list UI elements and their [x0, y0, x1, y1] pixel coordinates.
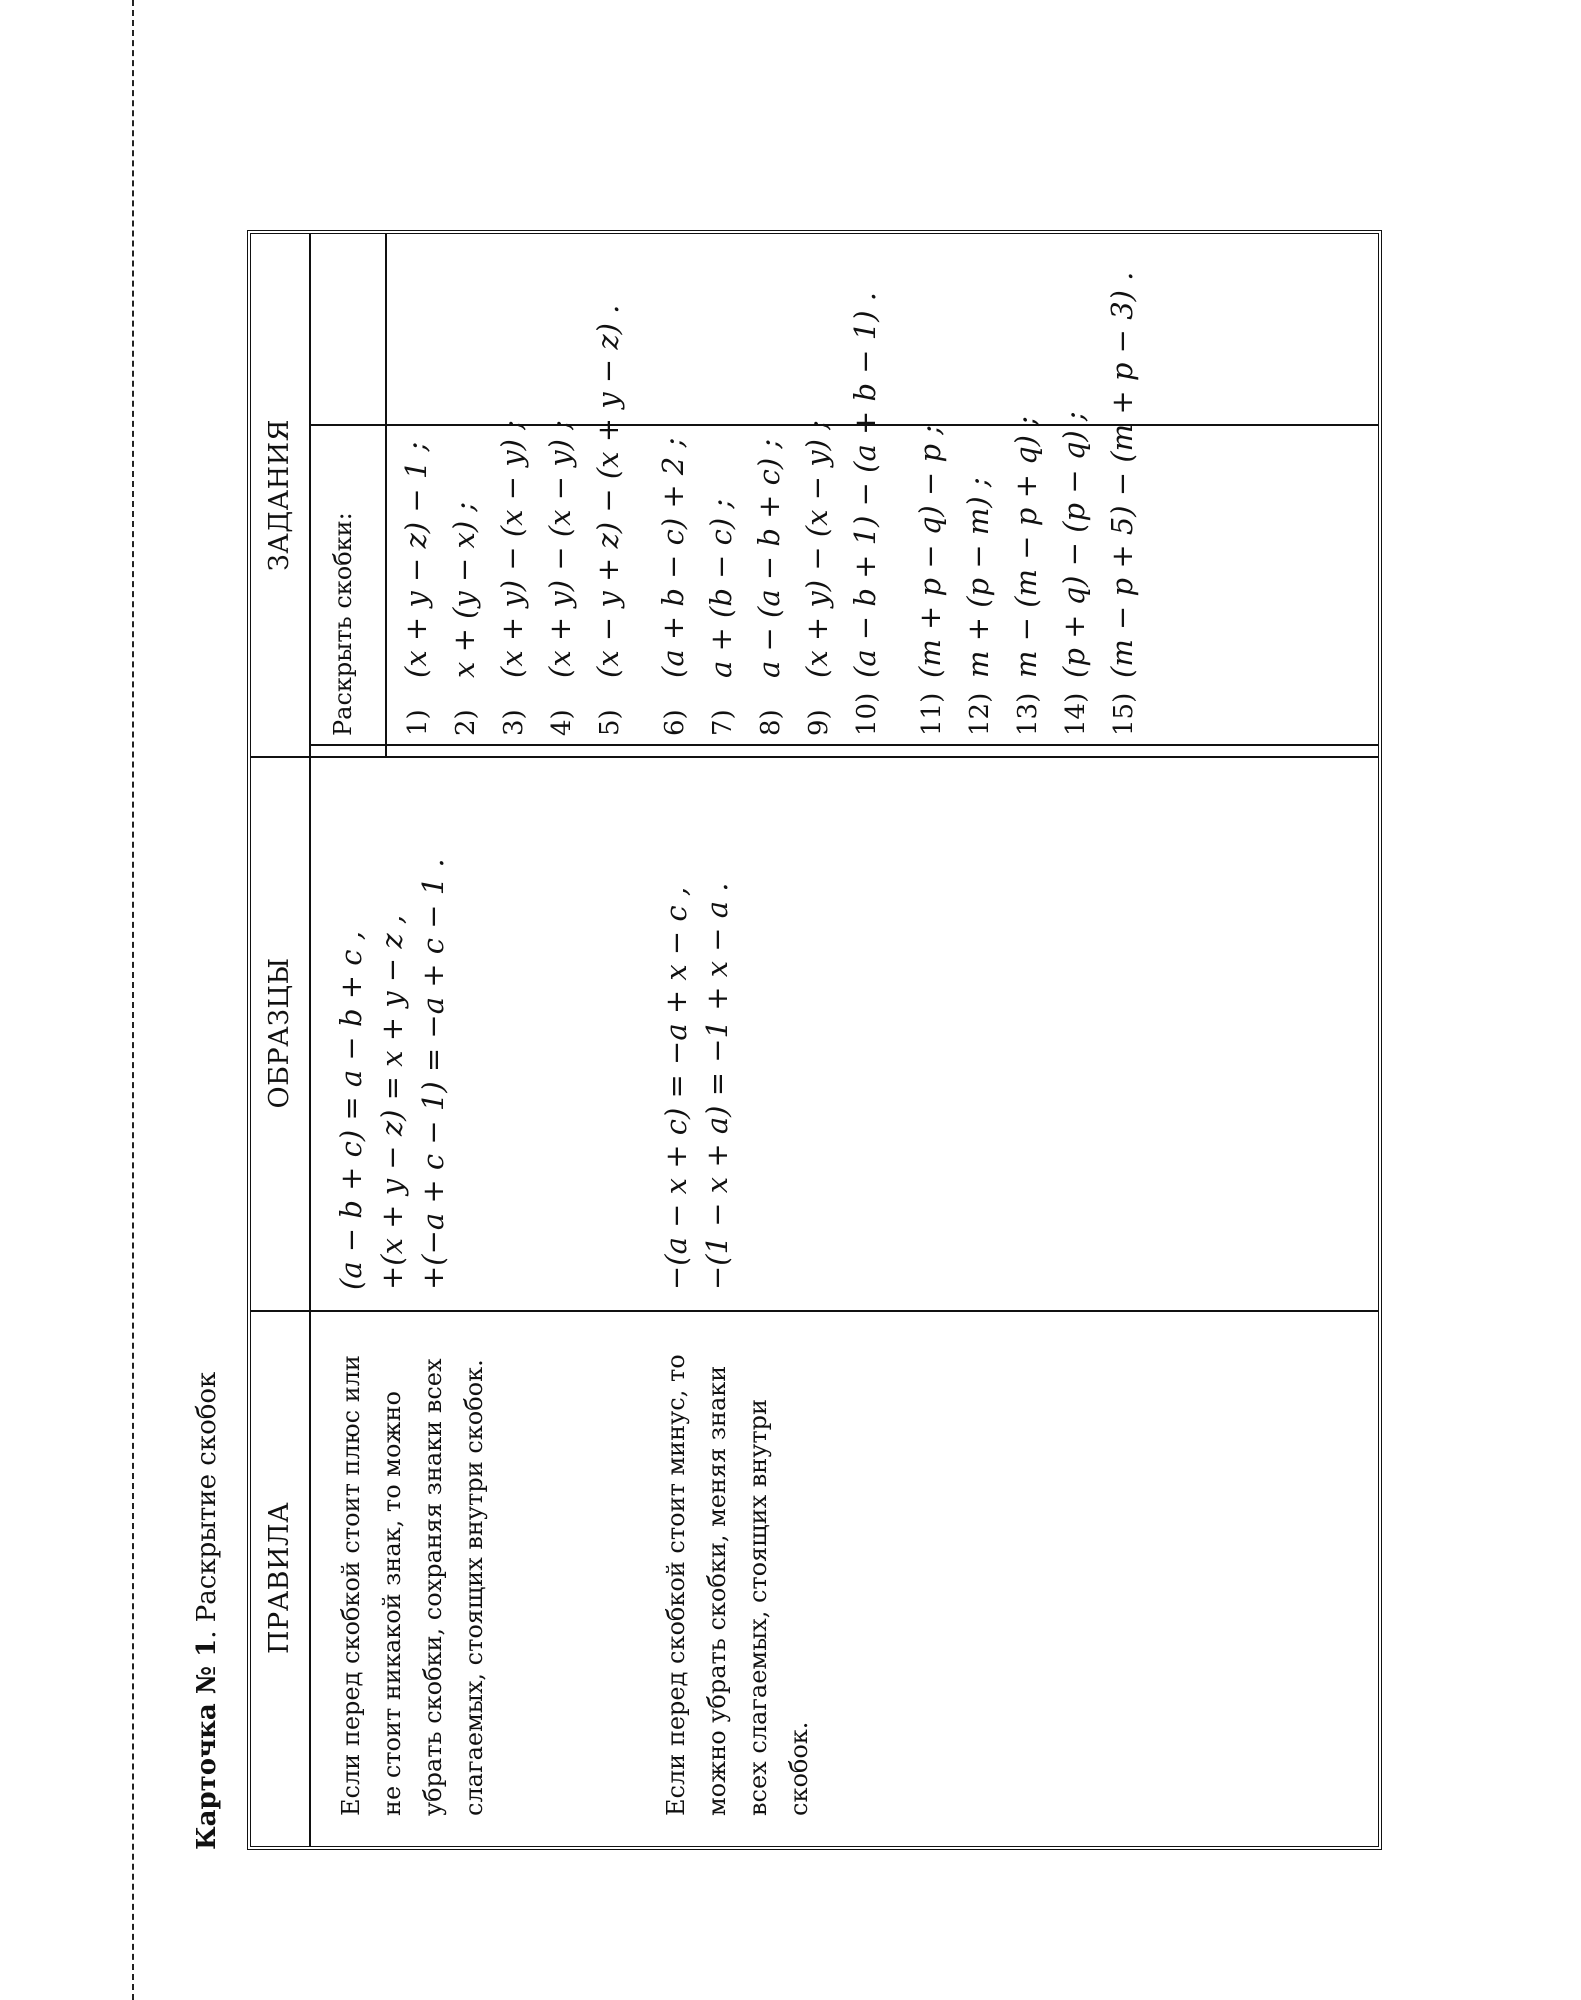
example-line: +(x + y − z) = x + y − z ,: [375, 914, 409, 1290]
task-number: 8): [756, 709, 786, 736]
task-expression: a + (b − c) ;: [704, 498, 738, 678]
task-expression: (a − b + 1) − (a + b − 1) .: [848, 292, 882, 678]
task-group-divider: [311, 424, 1378, 426]
task-expression: m − (m − p + q) ;: [1009, 416, 1043, 678]
task-number: 11): [917, 692, 947, 736]
task-number: 4): [547, 709, 577, 736]
task-item: [961, 477, 995, 736]
task-number: 7): [708, 709, 738, 736]
examples-plus: [331, 858, 454, 1290]
header-rules: ПРАВИЛА: [264, 1501, 295, 1655]
task-number: 5): [595, 709, 625, 736]
task-item: [1105, 272, 1139, 736]
task-expression: (m − p + 5) − (m + p − 3) .: [1105, 271, 1139, 678]
header-examples: ОБРАЗЦЫ: [264, 957, 295, 1109]
task-item: [1009, 416, 1043, 736]
task-expression: (x + y) − (x − y) ;: [495, 420, 529, 678]
card-title-number: Карточка № 1: [192, 1638, 222, 1850]
task-intro: Раскрыть скобки:: [329, 512, 357, 736]
task-item: [399, 442, 433, 736]
examples-column: [251, 756, 1378, 1310]
task-item: [447, 502, 481, 736]
task-number: 14): [1061, 692, 1091, 736]
task-number: 2): [451, 709, 481, 736]
task-expression: (x − y + z) − (x + y − z) .: [591, 304, 625, 678]
task-expression: a − (a − b + c) ;: [752, 438, 786, 678]
rules-column: [251, 1310, 1378, 1846]
task-expression: (x + y) − (x − y) ;: [800, 420, 834, 678]
task-group-divider: [311, 744, 1378, 746]
task-item: [495, 420, 529, 736]
task-expression: (x + y − z) − 1 ;: [399, 441, 433, 678]
rule-plus: Если перед скобкой стоит плюс или не стоит никакой знак, то можно убрать скобки, сохраняя знаки всех слагаемых, стоящих внутри скобок.: [337, 1355, 488, 1816]
task-item: [656, 438, 690, 736]
task-item: [752, 439, 786, 736]
header-tasks: ЗАДАНИЯ: [264, 418, 295, 572]
task-number: 9): [804, 709, 834, 736]
task-number: 1): [403, 709, 433, 736]
task-number: 15): [1109, 692, 1139, 736]
rotated-card: [0, 230, 1139, 1850]
example-line: (a − b + c) = a − b + c ,: [334, 931, 368, 1290]
task-item: [800, 420, 834, 736]
task-number: 10): [852, 692, 882, 736]
rule-minus: Если перед скобкой стоит минус, то можно убрать скобки, меняя знаки всех слагаемых, стоящих внутри скобок.: [662, 1354, 813, 1816]
example-line: −(a − x + c) = −a + x − c ,: [659, 886, 693, 1290]
task-item: [848, 292, 882, 736]
task-item: [543, 420, 577, 736]
task-item: [591, 305, 625, 736]
task-item: [704, 499, 738, 736]
example-line: −(1 − x + a) = −1 + x − a .: [700, 882, 734, 1290]
card-title: [192, 1372, 222, 1850]
task-expression: (p + q) − (p − q) ;: [1057, 411, 1091, 678]
task-intro-divider: [385, 234, 387, 756]
task-item: [913, 425, 947, 736]
task-number: 3): [499, 709, 529, 736]
card-table: [247, 230, 1382, 1850]
task-item: [1057, 411, 1091, 736]
task-expression: m + (p − m) ;: [961, 477, 995, 678]
card-title-topic: . Раскрытие скобок: [192, 1371, 222, 1639]
example-line: +(−a + c − 1) = −a + c − 1 .: [416, 858, 450, 1290]
task-number: 6): [660, 709, 690, 736]
examples-minus: [656, 882, 738, 1290]
task-expression: (a + b − c) + 2 ;: [656, 437, 690, 678]
task-expression: (x + y) − (x − y) ;: [543, 420, 577, 678]
task-expression: x + (y − x) ;: [447, 501, 481, 678]
task-number: 12): [965, 692, 995, 736]
task-expression: (m + p − q) − p ;: [913, 424, 947, 678]
task-number: 13): [1013, 692, 1043, 736]
